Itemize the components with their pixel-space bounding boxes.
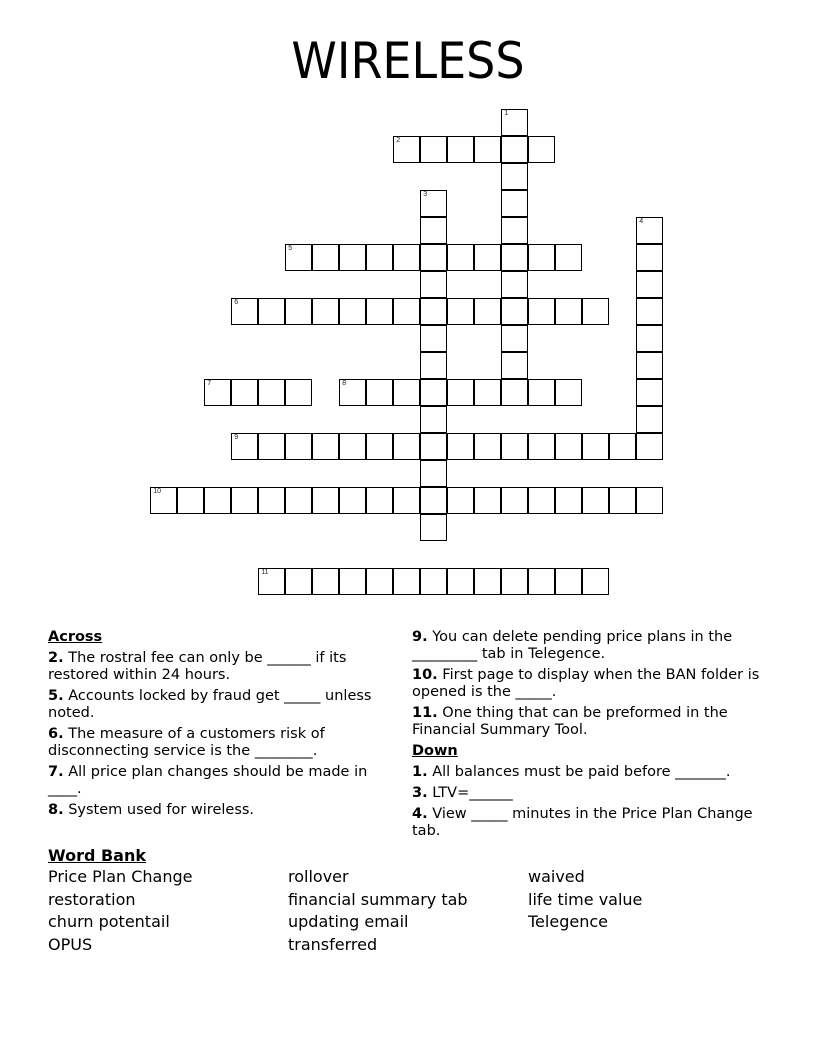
clues-right-column [412, 629, 762, 844]
crossword-cell[interactable] [366, 433, 393, 460]
crossword-cell[interactable] [231, 379, 258, 406]
clue-text: The measure of a customers risk of disconnecting service is the ________. [48, 726, 325, 759]
crossword-cell[interactable] [501, 433, 528, 460]
crossword-cell[interactable] [366, 487, 393, 514]
crossword-cell[interactable] [447, 298, 474, 325]
crossword-cell[interactable] [501, 109, 528, 136]
crossword-cell[interactable] [231, 433, 258, 460]
crossword-cell[interactable] [555, 433, 582, 460]
cell-number: 2 [396, 137, 401, 145]
crossword-cell[interactable] [150, 487, 177, 514]
word-bank-item: restoration [48, 889, 136, 909]
clues-left-column [48, 629, 393, 823]
cell-number: 9 [234, 434, 239, 442]
crossword-cell[interactable] [447, 136, 474, 163]
clue-text: One thing that can be preformed in the Financial Summary Tool. [412, 705, 728, 738]
crossword-cell[interactable] [258, 433, 285, 460]
crossword-cell[interactable] [528, 433, 555, 460]
word-bank-item: rollover [288, 867, 349, 886]
crossword-cell[interactable] [501, 271, 528, 298]
crossword-cell[interactable] [285, 379, 312, 406]
crossword-cell[interactable] [555, 568, 582, 595]
crossword-cell[interactable] [204, 487, 231, 514]
cell-number: 4 [639, 218, 644, 226]
cell-number: 5 [288, 245, 293, 253]
crossword-cell[interactable] [393, 379, 420, 406]
word-bank-item: transferred [288, 934, 378, 954]
across-header: Across [48, 629, 103, 645]
puzzle-title: WIRELESS [291, 32, 525, 90]
crossword-cell[interactable] [285, 433, 312, 460]
word-bank-item: waived [528, 867, 585, 886]
crossword-cell[interactable] [420, 433, 447, 460]
crossword-cell[interactable] [420, 217, 447, 244]
crossword-cell[interactable] [258, 379, 285, 406]
clue-number: 5. [48, 688, 64, 704]
cell-number: 10 [153, 488, 162, 496]
crossword-cell[interactable] [339, 487, 366, 514]
cell-number: 6 [234, 299, 239, 307]
crossword-cell[interactable] [312, 433, 339, 460]
crossword-cell[interactable] [312, 244, 339, 271]
clue-number: 1. [412, 764, 428, 780]
crossword-cell[interactable] [474, 379, 501, 406]
crossword-cell[interactable] [528, 487, 555, 514]
crossword-cell[interactable] [339, 568, 366, 595]
crossword-cell[interactable] [393, 136, 420, 163]
crossword-cell[interactable] [636, 244, 663, 271]
cell-number: 1 [504, 110, 509, 118]
crossword-cell[interactable] [420, 244, 447, 271]
crossword-cell[interactable] [393, 433, 420, 460]
crossword-cell[interactable] [420, 568, 447, 595]
clue-across-11 [412, 705, 762, 739]
crossword-cell[interactable] [231, 298, 258, 325]
crossword-cell[interactable] [501, 298, 528, 325]
crossword-cell[interactable] [258, 487, 285, 514]
crossword-cell[interactable] [636, 352, 663, 379]
clue-across-9 [412, 629, 762, 663]
crossword-cell[interactable] [501, 352, 528, 379]
crossword-cell[interactable] [474, 244, 501, 271]
crossword-cell[interactable] [420, 460, 447, 487]
crossword-cell[interactable] [501, 190, 528, 217]
crossword-cell[interactable] [528, 298, 555, 325]
crossword-cell[interactable] [555, 379, 582, 406]
clue-number: 9. [412, 629, 428, 645]
crossword-cell[interactable] [285, 298, 312, 325]
crossword-cell[interactable] [636, 379, 663, 406]
crossword-cell[interactable] [366, 379, 393, 406]
cell-number: 7 [207, 380, 212, 388]
crossword-cell[interactable] [231, 487, 258, 514]
crossword-cell[interactable] [555, 298, 582, 325]
word-bank-item: Telegence [528, 912, 608, 931]
clue-number: 2. [48, 650, 64, 666]
crossword-cell[interactable] [420, 271, 447, 298]
clue-text: View _____ minutes in the Price Plan Change tab. [412, 806, 753, 839]
crossword-cell[interactable] [636, 487, 663, 514]
crossword-cell[interactable] [312, 298, 339, 325]
clue-down-4 [412, 806, 762, 840]
crossword-cell[interactable] [204, 379, 231, 406]
cell-number: 8 [342, 380, 347, 388]
crossword-cell[interactable] [501, 379, 528, 406]
clue-text: First page to display when the BAN folder is opened is the _____. [412, 667, 760, 700]
crossword-cell[interactable] [420, 298, 447, 325]
clue-text: Accounts locked by fraud get _____ unless noted. [48, 688, 372, 721]
clue-number: 7. [48, 764, 64, 780]
crossword-cell[interactable] [582, 568, 609, 595]
clue-number: 11. [412, 705, 438, 721]
crossword-cell[interactable] [636, 433, 663, 460]
clue-text: LTV=______ [432, 785, 513, 801]
crossword-cell[interactable] [393, 298, 420, 325]
clue-across-10 [412, 667, 762, 701]
crossword-cell[interactable] [555, 244, 582, 271]
crossword-cell[interactable] [447, 487, 474, 514]
crossword-cell[interactable] [474, 136, 501, 163]
crossword-cell[interactable] [393, 244, 420, 271]
crossword-cell[interactable] [528, 244, 555, 271]
cell-number: 3 [423, 191, 428, 199]
clue-text: System used for wireless. [68, 802, 255, 818]
crossword-cell[interactable] [501, 136, 528, 163]
crossword-cell[interactable] [420, 487, 447, 514]
clue-across-2 [48, 650, 393, 684]
crossword-cell[interactable] [582, 487, 609, 514]
crossword-cell[interactable] [474, 433, 501, 460]
crossword-cell[interactable] [636, 406, 663, 433]
crossword-cell[interactable] [420, 406, 447, 433]
word-bank-item: financial summary tab [288, 889, 468, 909]
word-bank-item: Price Plan Change [48, 867, 193, 886]
crossword-cell[interactable] [582, 298, 609, 325]
crossword-cell[interactable] [474, 487, 501, 514]
clue-number: 8. [48, 802, 64, 818]
crossword-cell[interactable] [501, 325, 528, 352]
crossword-cell[interactable] [528, 136, 555, 163]
word-bank-item: churn potentail [48, 912, 170, 931]
clue-down-1 [412, 764, 762, 781]
crossword-cell[interactable] [501, 487, 528, 514]
crossword-cell[interactable] [339, 244, 366, 271]
crossword-cell[interactable] [285, 568, 312, 595]
crossword-cell[interactable] [501, 244, 528, 271]
word-bank-header: Word Bank [48, 846, 147, 865]
crossword-cell[interactable] [528, 568, 555, 595]
crossword-cell[interactable] [474, 568, 501, 595]
crossword-cell[interactable] [393, 487, 420, 514]
word-bank-item: OPUS [48, 934, 93, 954]
crossword-cell[interactable] [609, 487, 636, 514]
crossword-cell[interactable] [420, 325, 447, 352]
crossword-cell[interactable] [636, 298, 663, 325]
clue-across-7 [48, 764, 393, 798]
clue-number: 10. [412, 667, 438, 683]
crossword-cell[interactable] [447, 244, 474, 271]
clue-text: All price plan changes should be made in ____. [48, 764, 368, 797]
clue-number: 6. [48, 726, 64, 742]
crossword-cell[interactable] [636, 325, 663, 352]
crossword-cell[interactable] [420, 379, 447, 406]
crossword-cell[interactable] [447, 568, 474, 595]
crossword-cell[interactable] [312, 487, 339, 514]
crossword-cell[interactable] [177, 487, 204, 514]
word-bank-item: life time value [528, 889, 643, 909]
crossword-cell[interactable] [339, 298, 366, 325]
clue-number: 3. [412, 785, 428, 801]
crossword-cell[interactable] [393, 568, 420, 595]
crossword-cell[interactable] [285, 487, 312, 514]
cell-number: 11 [261, 569, 269, 577]
crossword-cell[interactable] [528, 379, 555, 406]
down-header: Down [412, 743, 458, 759]
clue-text: You can delete pending price plans in the _________ tab in Telegence. [412, 629, 733, 662]
crossword-cell[interactable] [420, 514, 447, 541]
clue-down-3 [412, 785, 762, 802]
clue-across-5 [48, 688, 393, 722]
crossword-cell[interactable] [339, 379, 366, 406]
crossword-cell[interactable] [366, 244, 393, 271]
crossword-cell[interactable] [555, 487, 582, 514]
word-bank-item: updating email [288, 912, 409, 931]
clue-number: 4. [412, 806, 428, 822]
crossword-cell[interactable] [582, 433, 609, 460]
crossword-cell[interactable] [501, 163, 528, 190]
crossword-cell[interactable] [501, 217, 528, 244]
crossword-cell[interactable] [609, 433, 636, 460]
word-bank-list [48, 867, 768, 955]
crossword-cell[interactable] [447, 379, 474, 406]
crossword-cell[interactable] [447, 433, 474, 460]
crossword-cell[interactable] [474, 298, 501, 325]
crossword-cell[interactable] [258, 298, 285, 325]
crossword-cell[interactable] [636, 217, 663, 244]
crossword-cell[interactable] [339, 433, 366, 460]
crossword-cell[interactable] [285, 244, 312, 271]
word-bank [48, 846, 768, 955]
clue-text: All balances must be paid before _______. [432, 764, 731, 780]
crossword-cell[interactable] [636, 271, 663, 298]
crossword-cell[interactable] [501, 568, 528, 595]
crossword-cell[interactable] [420, 190, 447, 217]
clue-text: The rostral fee can only be ______ if its restored within 24 hours. [48, 650, 347, 683]
crossword-cell[interactable] [258, 568, 285, 595]
crossword-cell[interactable] [366, 568, 393, 595]
clue-across-8 [48, 802, 393, 819]
crossword-cell[interactable] [312, 568, 339, 595]
crossword-cell[interactable] [366, 298, 393, 325]
clue-across-6 [48, 726, 393, 760]
crossword-cell[interactable] [420, 136, 447, 163]
crossword-cell[interactable] [420, 352, 447, 379]
